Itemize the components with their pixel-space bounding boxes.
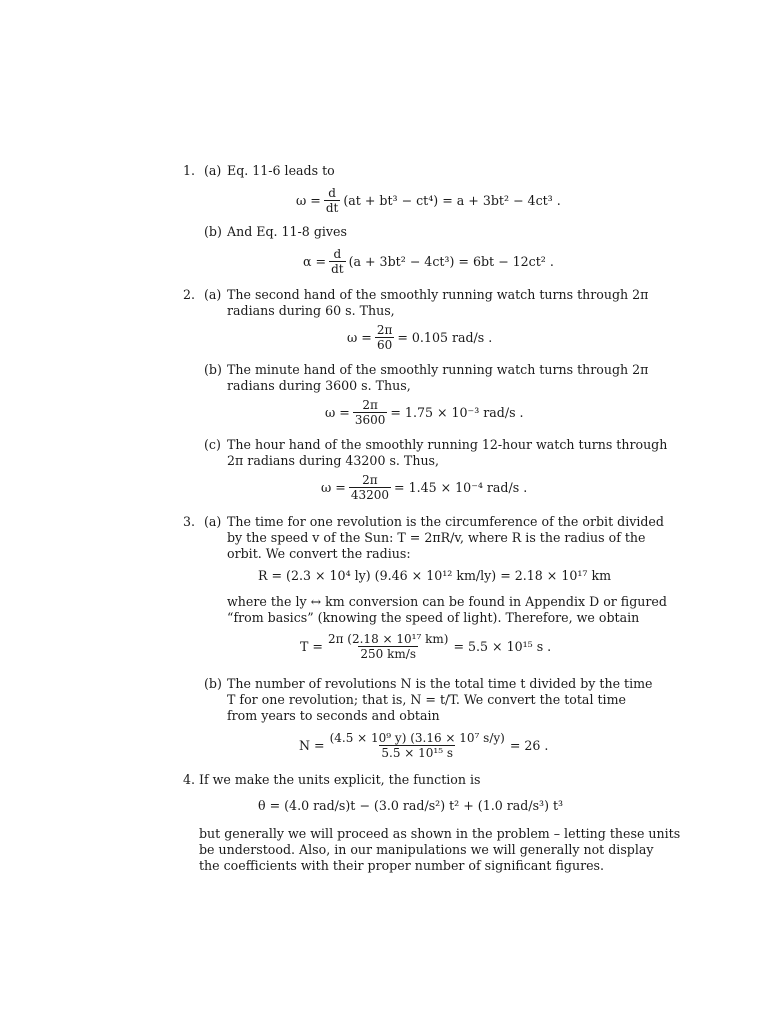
numerator: 2π	[362, 398, 378, 412]
part-label: (a)	[204, 163, 222, 178]
fraction	[326, 632, 450, 661]
paragraph-text: 2π radians during 43200 s. Thus,	[227, 453, 440, 468]
paragraph-text: where the ly ↔ km conversion can be found in Appendix D or figured	[227, 594, 667, 609]
equation-lhs: ω =	[321, 480, 346, 495]
part-label: (b)	[204, 676, 222, 691]
paragraph-text: The time for one revolution is the circumference of the orbit divided	[227, 514, 664, 529]
paragraph-text: T for one revolution; that is, N = t/T. We convert the total time	[227, 692, 626, 707]
denominator: dt	[325, 201, 339, 215]
paragraph-text: If we make the units explicit, the function is	[199, 772, 481, 787]
paragraph-text: And Eq. 11-8 gives	[227, 224, 347, 239]
equation-lhs: ω =	[347, 330, 372, 345]
numerator: d	[328, 186, 336, 200]
numerator: 2π (2.18 × 10¹⁷ km)	[327, 632, 449, 646]
numerator: 2π	[376, 323, 393, 337]
paragraph-text: from years to seconds and obtain	[227, 708, 440, 723]
equation-alpha	[303, 247, 554, 276]
paragraph-text: The number of revolutions N is the total time t divided by the time	[227, 676, 653, 691]
equation-lhs: α =	[303, 254, 327, 269]
numerator: (4.5 × 10⁹ y) (3.16 × 10⁷ s/y)	[329, 731, 505, 745]
paragraph-text: orbit. We convert the radius:	[227, 546, 411, 561]
problem-number: 1.	[183, 163, 196, 178]
paragraph-text: The hour hand of the smoothly running 12-hour watch turns through	[227, 437, 668, 452]
equation-period	[300, 632, 551, 661]
numerator: 2π	[362, 473, 378, 487]
problem-number: 4.	[183, 772, 196, 787]
fraction	[324, 186, 341, 215]
paragraph-text: The second hand of the smoothly running watch turns through 2π	[227, 287, 649, 302]
equation-second-hand	[347, 323, 492, 352]
problem-number: 2.	[183, 287, 196, 302]
equation-radius: R = (2.3 × 10⁴ ly) (9.46 × 10¹² km/ly) = 2.18 × 10¹⁷ km	[258, 568, 612, 583]
equation-omega	[296, 186, 561, 215]
equation-minute-hand	[325, 398, 524, 427]
equation-lhs: ω =	[325, 405, 350, 420]
fraction	[329, 247, 346, 276]
paragraph-text: be understood. Also, in our manipulations we will generally not display	[199, 842, 654, 857]
fraction	[328, 731, 507, 760]
part-label: (b)	[204, 362, 222, 377]
denominator: 43200	[350, 488, 390, 502]
paragraph-text: Eq. 11-6 leads to	[227, 163, 335, 178]
denominator: 60	[376, 338, 393, 352]
denominator: dt	[331, 262, 344, 276]
paragraph-text: the coefficients with their proper number of significant figures.	[199, 858, 605, 873]
paragraph-text: by the speed v of the Sun: T = 2πR/v, where R is the radius of the	[227, 530, 646, 545]
equation-rhs: (at + bt³ − ct⁴) = a + 3bt² − 4ct³ .	[343, 193, 561, 208]
part-label: (c)	[204, 437, 221, 452]
paragraph-text: The minute hand of the smoothly running watch turns through 2π	[227, 362, 649, 377]
denominator: 3600	[354, 413, 386, 427]
part-label: (a)	[204, 287, 222, 302]
equation-rhs: (a + 3bt² − 4ct³) = 6bt − 12ct² .	[348, 254, 554, 269]
equation-hour-hand	[321, 473, 527, 502]
equation-lhs: ω =	[296, 193, 321, 208]
equation-theta: θ = (4.0 rad/s)t − (3.0 rad/s²) t² + (1.0 rad/s³) t³	[258, 798, 564, 813]
fraction	[375, 323, 395, 352]
equation-revolutions	[299, 731, 548, 760]
denominator: 5.5 × 10¹⁵ s	[381, 746, 454, 760]
paragraph-text: but generally we will proceed as shown in the problem – letting these units	[199, 826, 681, 841]
part-label: (b)	[204, 224, 222, 239]
part-label: (a)	[204, 514, 222, 529]
denominator: 250 km/s	[360, 647, 416, 661]
fraction	[349, 473, 391, 502]
equation-rhs: = 1.45 × 10⁻⁴ rad/s .	[394, 480, 528, 495]
numerator: d	[333, 247, 342, 261]
equation-rhs: = 0.105 rad/s .	[397, 330, 493, 345]
equation-rhs: = 1.75 × 10⁻³ rad/s .	[390, 405, 524, 420]
problem-number: 3.	[183, 514, 196, 529]
equation-lhs: N =	[299, 738, 325, 753]
paragraph-text: radians during 60 s. Thus,	[227, 303, 395, 318]
paragraph-text: “from basics” (knowing the speed of light). Therefore, we obtain	[227, 610, 640, 625]
equation-rhs: = 26 .	[509, 738, 549, 753]
equation-rhs: = 5.5 × 10¹⁵ s .	[453, 639, 552, 654]
fraction	[353, 398, 388, 427]
equation-lhs: T =	[300, 639, 323, 654]
paragraph-text: radians during 3600 s. Thus,	[227, 378, 411, 393]
